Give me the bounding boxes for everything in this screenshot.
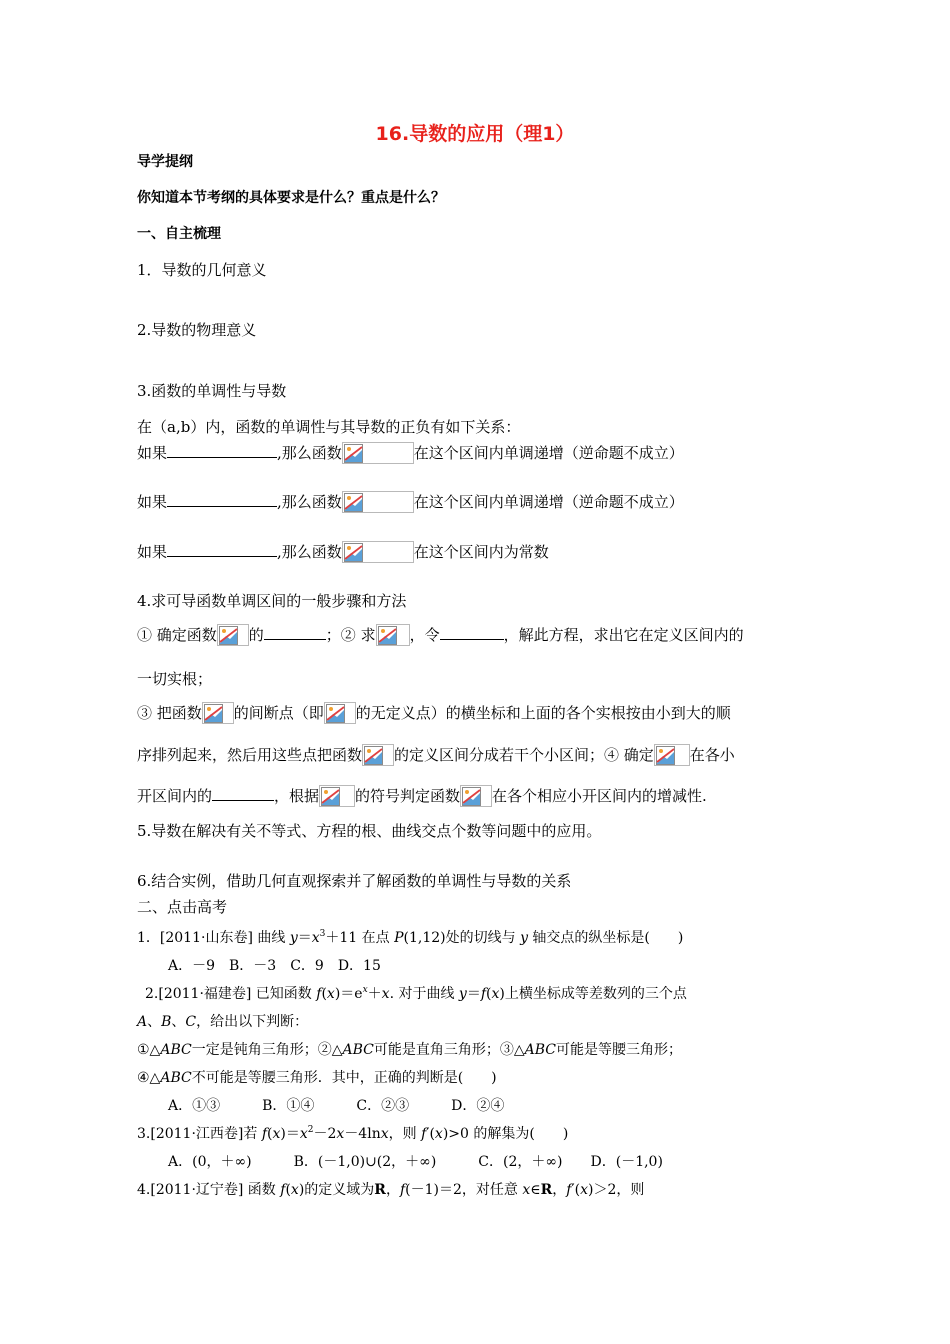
rule-1-tail: 在这个区间内单调递增（逆命题不成立）	[413, 444, 684, 462]
step-text: 开区间内的	[137, 787, 213, 805]
broken-image-icon	[462, 787, 481, 806]
item-4: 4.求可导函数单调区间的一般步骤和方法	[137, 592, 407, 610]
fill-blank	[440, 625, 504, 640]
step-text: 在各小	[689, 746, 735, 764]
relation-intro: 在（a,b）内，函数的单调性与其导数的正负有如下关系：	[137, 418, 521, 436]
broken-image-icon	[344, 444, 363, 463]
question-2-options: A．①③ B．①④ C．②③ D．②④	[168, 1098, 505, 1114]
rule-2-tail: 在这个区间内单调递增（逆命题不成立）	[413, 493, 684, 511]
outline-heading: 导学提纲	[137, 154, 193, 170]
question-4: 4.[2011·辽宁卷] 函数 f(x)的定义域为R，f(－1)＝2，对任意 x∈R，f′(x)＞2，则	[137, 1182, 645, 1198]
step-text: 的无定义点）的横坐标和上面的各个实根按由小到大的顺	[355, 704, 731, 722]
section-heading-1: 一、自主梳理	[137, 226, 221, 242]
formula-image	[362, 744, 394, 766]
formula-image	[460, 785, 492, 807]
question-2-points: A、B、C，给出以下判断：	[137, 1014, 309, 1030]
question-2: 2.[2011·福建卷] 已知函数 $f(x)=e^x+x$. 对于曲线 y＝f(x)上横坐标成等差数列的三个点	[145, 985, 687, 1002]
fill-blank	[264, 625, 326, 640]
item-6: 6.结合实例，借助几何直观探索并了解函数的单调性与导数的关系	[137, 872, 572, 890]
step-text: 在各个相应小开区间内的增减性.	[492, 787, 707, 805]
rule-3	[137, 541, 549, 563]
step-text: ，令	[409, 626, 440, 644]
broken-image-icon	[219, 626, 238, 645]
broken-image-icon	[364, 746, 383, 765]
question-2-judgments: ①△ABC一定是钝角三角形；②△ABC可能是直角三角形；③△ABC可能是等腰三角形；	[137, 1042, 683, 1058]
guiding-question: 你知道本节考纲的具体要求是什么？重点是什么？	[137, 190, 445, 206]
rule-1	[137, 442, 684, 464]
if-label: 如果	[137, 543, 168, 561]
step-1-cont: 一切实根；	[137, 670, 213, 688]
step-3	[137, 702, 731, 724]
fill-blank	[167, 492, 277, 507]
broken-image-icon	[321, 787, 340, 806]
step-3-cont	[137, 744, 735, 766]
if-label: 如果	[137, 444, 168, 462]
item-1: 1．导数的几何意义	[137, 261, 267, 279]
formula-image	[202, 702, 234, 724]
step-4	[137, 785, 707, 807]
step-text: 的	[248, 626, 264, 644]
step-text: ① 确定函数	[137, 626, 217, 644]
formula-image	[342, 491, 414, 513]
item-2: 2.导数的物理意义	[137, 321, 257, 339]
broken-image-icon	[656, 746, 675, 765]
question-1: 1．[2011·山东卷] 曲线 $y=x^3+11$ 在点 P(1,12)处的切线与 y 轴交点的纵坐标是( )	[137, 929, 684, 946]
broken-image-icon	[344, 543, 363, 562]
formula-image	[217, 624, 249, 646]
broken-image-icon	[344, 493, 363, 512]
broken-image-icon	[204, 704, 223, 723]
step-text: ；② 求	[325, 626, 376, 644]
then-label: ,那么函数	[277, 543, 342, 561]
rule-3-tail: 在这个区间内为常数	[413, 543, 549, 561]
step-text: ③ 把函数	[137, 704, 202, 722]
page-title: 16.导数的应用（理1）	[375, 123, 575, 145]
step-1	[137, 624, 744, 646]
formula-image	[342, 442, 414, 464]
formula-image	[319, 785, 355, 807]
broken-image-icon	[378, 626, 397, 645]
fill-blank	[212, 786, 274, 801]
formula-image	[654, 744, 690, 766]
then-label: ,那么函数	[277, 493, 342, 511]
broken-image-icon	[326, 704, 345, 723]
step-text: 的间断点（即	[233, 704, 324, 722]
rule-2	[137, 491, 684, 513]
question-3: 3.[2011·江西卷]若 $f(x)=x^2-2x-4\ln x$，则 f′(x)>0 的解集为( )	[137, 1125, 569, 1142]
section-heading-2: 二、点击高考	[137, 898, 228, 916]
question-3-options: A．(0，＋∞) B．(－1,0)∪(2，＋∞) C．(2，＋∞) D．(－1,0)	[168, 1154, 663, 1170]
step-text: 的定义区间分成若干个小区间；④ 确定	[394, 746, 654, 764]
then-label: ,那么函数	[277, 444, 342, 462]
if-label: 如果	[137, 493, 168, 511]
step-text: ，解此方程，求出它在定义区间内的	[503, 626, 744, 644]
step-text: ，根据	[274, 787, 320, 805]
step-text: 序排列起来，然后用这些点把函数	[137, 746, 363, 764]
question-2-judgments-cont: ④△ABC不可能是等腰三角形．其中，正确的判断是( )	[137, 1070, 497, 1086]
formula-image	[342, 541, 414, 563]
fill-blank	[167, 443, 277, 458]
question-1-options: A．－9 B．－3 C．9 D．15	[168, 958, 381, 974]
formula-image	[376, 624, 410, 646]
item-5: 5.导数在解决有关不等式、方程的根、曲线交点个数等问题中的应用。	[137, 822, 602, 840]
step-text: 的符号判定函数	[355, 787, 461, 805]
formula-image	[324, 702, 356, 724]
item-3: 3.函数的单调性与导数	[137, 382, 287, 400]
fill-blank	[167, 542, 277, 557]
